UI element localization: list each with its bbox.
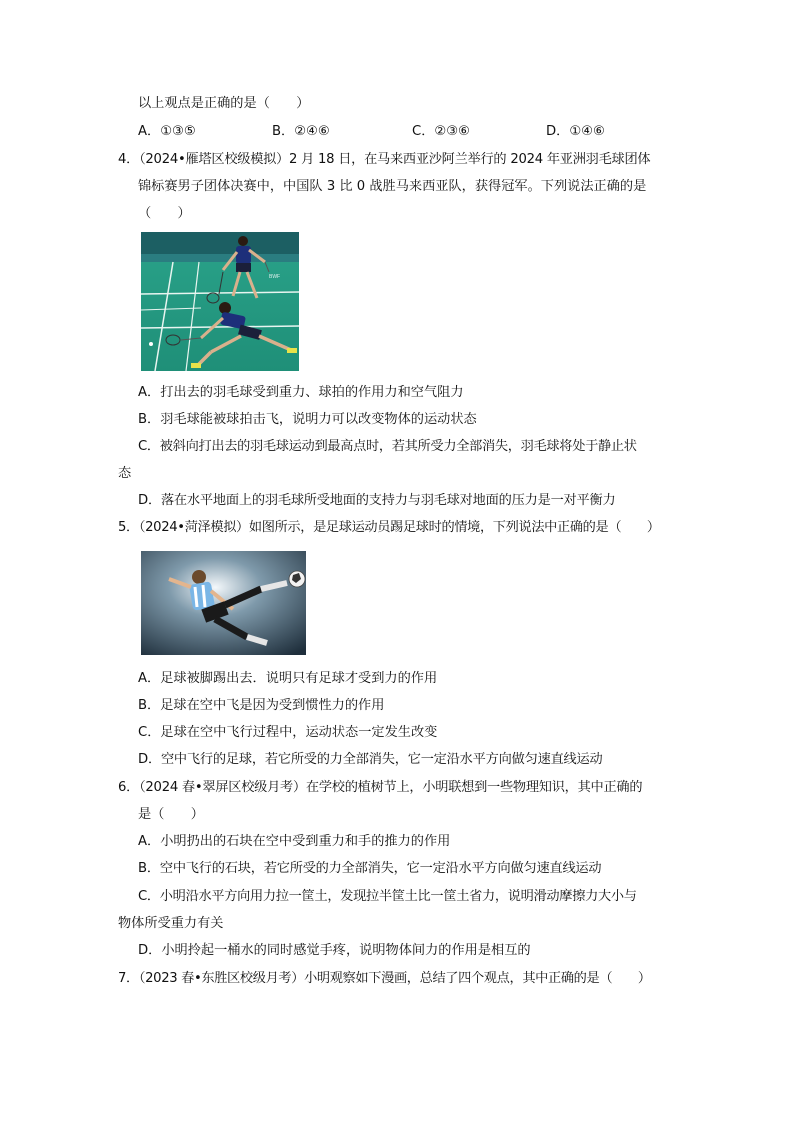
q4-stem-line2: 锦标赛男子团体决赛中，中国队 3 比 0 战胜马来西亚队，获得冠军。下列说法正确的是 [138, 179, 647, 194]
q4-option-d: D．落在水平地面上的羽毛球所受地面的支持力与羽毛球对地面的压力是一对平衡力 [138, 493, 616, 508]
q5-option-a: A．足球被脚踢出去．说明只有足球才受到力的作用 [138, 671, 438, 686]
q5-option-c: C．足球在空中飞行过程中，运动状态一定发生改变 [138, 725, 438, 740]
q6-option-d: D．小明拎起一桶水的同时感觉手疼，说明物体间力的作用是相互的 [138, 943, 531, 958]
q7-stem: 7．（2023 春•东胜区校级月考）小明观察如下漫画，总结了四个观点，其中正确的是（ ） [118, 971, 651, 986]
q6-stem-line2: 是（ ） [138, 807, 204, 822]
q4-stem-line1: 4．（2024•雁塔区校级模拟）2 月 18 日，在马来西亚沙阿兰举行的 2024 年亚洲羽毛球团体 [118, 152, 651, 167]
badminton-photo [141, 232, 299, 371]
q3-option-c: C．②③⑥ [412, 124, 470, 139]
soccer-photo [141, 551, 306, 655]
q3-option-d: D．①④⑥ [546, 124, 605, 139]
q4-option-a: A．打出去的羽毛球受到重力、球拍的作用力和空气阻力 [138, 385, 464, 400]
q5-stem: 5．（2024•菏泽模拟）如图所示，是足球运动员踢足球时的情境，下列说法中正确的是（ ） [118, 520, 660, 535]
q5-option-d: D．空中飞行的足球，若它所受的力全部消失，它一定沿水平方向做匀速直线运动 [138, 752, 603, 767]
q4-option-b: B．羽毛球能被球拍击飞，说明力可以改变物体的运动状态 [138, 412, 477, 427]
q5-option-b: B．足球在空中飞是因为受到惯性力的作用 [138, 698, 385, 713]
q3-option-b: B．②④⑥ [272, 124, 330, 139]
q6-option-a: A．小明扔出的石块在空中受到重力和手的推力的作用 [138, 834, 451, 849]
q6-option-c-line1: C．小明沿水平方向用力拉一筐土，发现拉半筐土比一筐土省力，说明滑动摩擦力大小与 [138, 889, 637, 904]
q3-option-a: A．①③⑤ [138, 124, 196, 139]
q3-stem-end: 以上观点是正确的是（ ） [138, 96, 310, 111]
q6-stem-line1: 6．（2024 春•翠屏区校级月考）在学校的植树节上，小明联想到一些物理知识，其中正确的 [118, 780, 643, 795]
q6-option-c-line2: 物体所受重力有关 [118, 916, 224, 931]
q4-option-c-line1: C．被斜向打出去的羽毛球运动到最高点时，若其所受力全部消失，羽毛球将处于静止状 [138, 439, 637, 454]
court-sign-text: BWF [269, 274, 281, 280]
q6-option-b: B．空中飞行的石块，若它所受的力全部消失，它一定沿水平方向做匀速直线运动 [138, 861, 602, 876]
q4-option-c-line2: 态 [118, 466, 132, 481]
q4-stem-line3: （ ） [138, 206, 191, 221]
